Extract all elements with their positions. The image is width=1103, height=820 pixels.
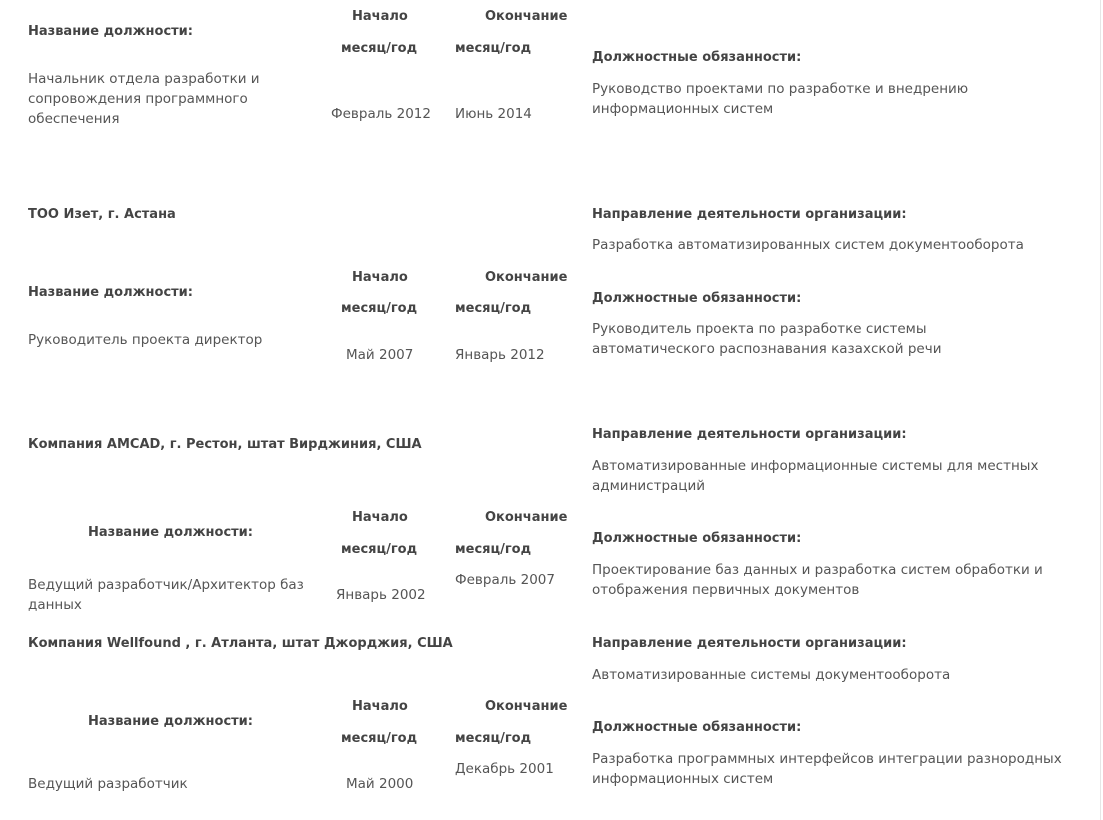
start-date: Февраль 2012 [331, 106, 431, 122]
position-label: Название должности: [88, 714, 253, 729]
position-label: Название должности: [28, 24, 193, 39]
position-value: Ведущий разработчик/Архитектор баз данных [28, 577, 304, 613]
direction-label: Направление деятельности организации: [592, 427, 907, 442]
position-value: Ведущий разработчик [28, 776, 188, 792]
start-label: Начало [352, 699, 408, 714]
duties-value: Руководство проектами по разработке и внедрению информационных систем [592, 81, 969, 117]
position-label: Название должности: [28, 285, 193, 300]
start-date: Май 2000 [346, 776, 414, 792]
duties-label: Должностные обязанности: [592, 531, 802, 546]
end-date: Февраль 2007 [455, 572, 555, 588]
direction-label: Направление деятельности организации: [592, 207, 907, 222]
position-value: Руководитель проекта директор [28, 332, 263, 348]
start-month-year-label: месяц/год [341, 301, 418, 316]
duties-label: Должностные обязанности: [592, 720, 802, 735]
end-label: Окончание [485, 510, 568, 525]
direction-value: Автоматизированные системы документооборота [592, 667, 951, 683]
end-month-year-label: месяц/год [455, 731, 532, 746]
direction-value: Автоматизированные информационные системы для местных администраций [592, 458, 1039, 494]
duties-value: Проектирование баз данных и разработка систем обработки и отображения первичных документов [592, 562, 1043, 598]
company-name: Компания AMCAD, г. Рестон, штат Вирджиния, США [28, 437, 422, 452]
position-value: Начальник отдела разработки и сопровождения программного обеспечения [28, 71, 260, 127]
position-label: Название должности: [88, 525, 253, 540]
start-month-year-label: месяц/год [341, 41, 418, 56]
end-date: Июнь 2014 [455, 106, 532, 122]
start-date: Январь 2002 [336, 587, 426, 603]
start-label: Начало [352, 270, 408, 285]
page-border [1100, 0, 1101, 820]
end-month-year-label: месяц/год [455, 542, 532, 557]
duties-value: Разработка программных интерфейсов интеграции разнородных информационных систем [592, 751, 1062, 787]
company-name: Компания Wellfound , г. Атланта, штат Джорджия, США [28, 636, 453, 651]
start-month-year-label: месяц/год [341, 731, 418, 746]
duties-value: Руководитель проекта по разработке системы автоматического распознавания казахской речи [592, 321, 942, 357]
direction-label: Направление деятельности организации: [592, 636, 907, 651]
end-label: Окончание [485, 9, 568, 24]
end-label: Окончание [485, 270, 568, 285]
direction-value: Разработка автоматизированных систем документооборота [592, 237, 1024, 253]
end-date: Декабрь 2001 [455, 761, 554, 777]
start-month-year-label: месяц/год [341, 542, 418, 557]
end-month-year-label: месяц/год [455, 301, 532, 316]
duties-label: Должностные обязанности: [592, 50, 802, 65]
company-name: ТОО Изет, г. Астана [28, 207, 176, 222]
end-date: Январь 2012 [455, 347, 545, 363]
start-label: Начало [352, 9, 408, 24]
end-month-year-label: месяц/год [455, 41, 532, 56]
duties-label: Должностные обязанности: [592, 291, 802, 306]
start-date: Май 2007 [346, 347, 414, 363]
end-label: Окончание [485, 699, 568, 714]
start-label: Начало [352, 510, 408, 525]
